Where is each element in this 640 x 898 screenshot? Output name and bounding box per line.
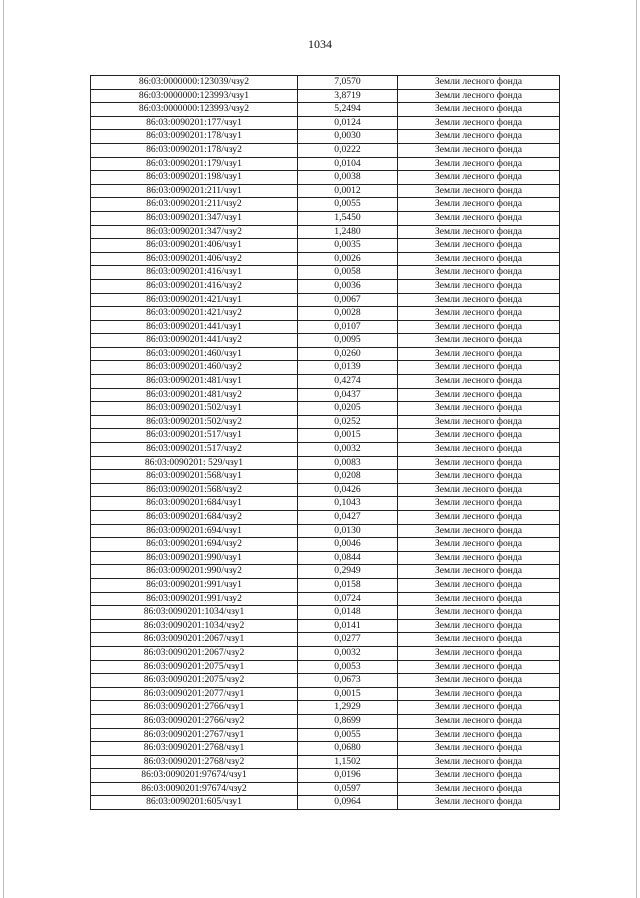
land-category-cell: Земли лесного фонда <box>398 266 560 280</box>
area-cell: 0,8699 <box>298 714 398 728</box>
area-cell: 0,0038 <box>298 171 398 185</box>
table-row <box>91 606 560 620</box>
land-category-cell: Земли лесного фонда <box>398 347 560 361</box>
table-row <box>91 171 560 185</box>
land-category-cell: Земли лесного фонда <box>398 76 560 90</box>
cadastral-number-cell: 86:03:0090201:178/чзу2 <box>91 143 298 157</box>
area-cell: 0,0107 <box>298 320 398 334</box>
area-cell: 0,0046 <box>298 538 398 552</box>
land-category-cell: Земли лесного фонда <box>398 511 560 525</box>
cadastral-number-cell: 86:03:0090201:2067/чзу2 <box>91 646 298 660</box>
table-row <box>91 279 560 293</box>
land-category-cell: Земли лесного фонда <box>398 361 560 375</box>
cadastral-number-cell: 86:03:0090201:179/чзу1 <box>91 157 298 171</box>
area-cell: 1,1502 <box>298 755 398 769</box>
cadastral-number-cell: 86:03:0090201:990/чзу1 <box>91 551 298 565</box>
area-cell: 0,0058 <box>298 266 398 280</box>
cadastral-number-cell: 86:03:0090201:347/чзу1 <box>91 211 298 225</box>
area-cell: 0,1043 <box>298 497 398 511</box>
cadastral-number-cell: 86:03:0090201:2075/чзу1 <box>91 660 298 674</box>
land-category-cell: Земли лесного фонда <box>398 103 560 117</box>
table-row <box>91 429 560 443</box>
area-cell: 0,0035 <box>298 239 398 253</box>
land-category-cell: Земли лесного фонда <box>398 619 560 633</box>
area-cell: 0,0026 <box>298 252 398 266</box>
land-category-cell: Земли лесного фонда <box>398 279 560 293</box>
cadastral-number-cell: 86:03:0090201:347/чзу2 <box>91 225 298 239</box>
table-row <box>91 714 560 728</box>
land-category-cell: Земли лесного фонда <box>398 538 560 552</box>
area-cell: 0,0095 <box>298 334 398 348</box>
land-category-cell: Земли лесного фонда <box>398 116 560 130</box>
table-row <box>91 347 560 361</box>
area-cell: 0,0053 <box>298 660 398 674</box>
table-row <box>91 103 560 117</box>
land-category-cell: Земли лесного фонда <box>398 524 560 538</box>
area-cell: 0,0141 <box>298 619 398 633</box>
cadastral-number-cell: 86:03:0090201:406/чзу1 <box>91 239 298 253</box>
cadastral-number-cell: 86:03:0090201:441/чзу2 <box>91 334 298 348</box>
land-category-cell: Земли лесного фонда <box>398 742 560 756</box>
area-cell: 0,0724 <box>298 592 398 606</box>
cadastral-number-cell: 86:03:0090201:211/чзу2 <box>91 198 298 212</box>
table-row <box>91 76 560 90</box>
land-category-cell: Земли лесного фонда <box>398 714 560 728</box>
area-cell: 1,5450 <box>298 211 398 225</box>
area-cell: 0,0208 <box>298 470 398 484</box>
cadastral-number-cell: 86:03:0090201:97674/чзу1 <box>91 769 298 783</box>
cadastral-number-cell: 86:03:0090201:568/чзу2 <box>91 483 298 497</box>
land-category-cell: Земли лесного фонда <box>398 415 560 429</box>
table-row <box>91 375 560 389</box>
table-row <box>91 483 560 497</box>
area-cell: 0,0680 <box>298 742 398 756</box>
land-category-cell: Земли лесного фонда <box>398 782 560 796</box>
cadastral-number-cell: 86:03:0090201:481/чзу1 <box>91 375 298 389</box>
area-cell: 1,2480 <box>298 225 398 239</box>
area-cell: 0,0964 <box>298 796 398 810</box>
land-category-cell: Земли лесного фонда <box>398 592 560 606</box>
table-row <box>91 198 560 212</box>
cadastral-number-cell: 86:03:0090201:421/чзу2 <box>91 307 298 321</box>
area-cell: 0,0124 <box>298 116 398 130</box>
table-row <box>91 769 560 783</box>
land-category-cell: Земли лесного фонда <box>398 375 560 389</box>
cadastral-number-cell: 86:03:0000000:123993/чзу1 <box>91 89 298 103</box>
cadastral-number-cell: 86:03:0090201:2767/чзу1 <box>91 728 298 742</box>
table-row <box>91 239 560 253</box>
table-row <box>91 687 560 701</box>
land-category-cell: Земли лесного фонда <box>398 769 560 783</box>
table-row <box>91 796 560 810</box>
land-category-cell: Земли лесного фонда <box>398 565 560 579</box>
area-cell: 0,0148 <box>298 606 398 620</box>
cadastral-number-cell: 86:03:0090201:991/чзу2 <box>91 592 298 606</box>
land-category-cell: Земли лесного фонда <box>398 307 560 321</box>
table-row <box>91 130 560 144</box>
cadastral-number-cell: 86:03:0090201:421/чзу1 <box>91 293 298 307</box>
table-row <box>91 334 560 348</box>
cadastral-number-cell: 86:03:0090201:97674/чзу2 <box>91 782 298 796</box>
table-row <box>91 538 560 552</box>
table-row <box>91 320 560 334</box>
cadastral-number-cell: 86:03:0090201:2768/чзу1 <box>91 742 298 756</box>
table-row <box>91 307 560 321</box>
land-category-cell: Земли лесного фонда <box>398 198 560 212</box>
table-row <box>91 184 560 198</box>
table-row <box>91 511 560 525</box>
cadastral-number-cell: 86:03:0090201:694/чзу1 <box>91 524 298 538</box>
land-category-cell: Земли лесного фонда <box>398 456 560 470</box>
area-cell: 3,8719 <box>298 89 398 103</box>
area-cell: 0,0028 <box>298 307 398 321</box>
cadastral-number-cell: 86:03:0090201:460/чзу1 <box>91 347 298 361</box>
cadastral-number-cell: 86:03:0090201:2766/чзу2 <box>91 714 298 728</box>
land-category-cell: Земли лесного фонда <box>398 320 560 334</box>
land-category-cell: Земли лесного фонда <box>398 633 560 647</box>
table-row <box>91 619 560 633</box>
land-category-cell: Земли лесного фонда <box>398 470 560 484</box>
table-row <box>91 157 560 171</box>
area-cell: 7,0570 <box>298 76 398 90</box>
land-category-cell: Земли лесного фонда <box>398 551 560 565</box>
land-category-cell: Земли лесного фонда <box>398 89 560 103</box>
cadastral-number-cell: 86:03:0090201:517/чзу2 <box>91 443 298 457</box>
land-category-cell: Земли лесного фонда <box>398 184 560 198</box>
cadastral-number-cell: 86:03:0090201:991/чзу1 <box>91 578 298 592</box>
cadastral-number-cell: 86:03:0090201:684/чзу1 <box>91 497 298 511</box>
cadastral-number-cell: 86:03:0090201:990/чзу2 <box>91 565 298 579</box>
land-category-cell: Земли лесного фонда <box>398 796 560 810</box>
cadastral-number-cell: 86:03:0090201:416/чзу2 <box>91 279 298 293</box>
area-cell: 0,0260 <box>298 347 398 361</box>
area-cell: 0,0844 <box>298 551 398 565</box>
land-category-cell: Земли лесного фонда <box>398 130 560 144</box>
table-row <box>91 116 560 130</box>
cadastral-number-cell: 86:03:0090201:2075/чзу2 <box>91 674 298 688</box>
land-category-cell: Земли лесного фонда <box>398 646 560 660</box>
cadastral-number-cell: 86:03:0090201:517/чзу1 <box>91 429 298 443</box>
table-row <box>91 497 560 511</box>
cadastral-number-cell: 86:03:0090201:2766/чзу1 <box>91 701 298 715</box>
table-row <box>91 551 560 565</box>
area-cell: 0,0277 <box>298 633 398 647</box>
area-cell: 0,0030 <box>298 130 398 144</box>
land-category-cell: Земли лесного фонда <box>398 402 560 416</box>
land-category-cell: Земли лесного фонда <box>398 660 560 674</box>
table-row <box>91 674 560 688</box>
land-category-cell: Земли лесного фонда <box>398 483 560 497</box>
area-cell: 0,0139 <box>298 361 398 375</box>
cadastral-number-cell: 86:03:0090201:2077/чзу1 <box>91 687 298 701</box>
cadastral-number-cell: 86:03:0090201:605/чзу1 <box>91 796 298 810</box>
cadastral-number-cell: 86:03:0000000:123993/чзу2 <box>91 103 298 117</box>
area-cell: 0,0032 <box>298 443 398 457</box>
area-cell: 0,0252 <box>298 415 398 429</box>
land-category-cell: Земли лесного фонда <box>398 239 560 253</box>
table-row <box>91 456 560 470</box>
area-cell: 0,0067 <box>298 293 398 307</box>
area-cell: 0,0130 <box>298 524 398 538</box>
table-row <box>91 742 560 756</box>
area-cell: 0,4274 <box>298 375 398 389</box>
land-category-cell: Земли лесного фонда <box>398 443 560 457</box>
area-cell: 0,0036 <box>298 279 398 293</box>
cadastral-number-cell: 86:03:0090201:502/чзу2 <box>91 415 298 429</box>
table-row <box>91 701 560 715</box>
table-row <box>91 293 560 307</box>
cadastral-number-cell: 86:03:0090201:211/чзу1 <box>91 184 298 198</box>
table-row <box>91 388 560 402</box>
table-row <box>91 660 560 674</box>
table-row <box>91 592 560 606</box>
land-category-cell: Земли лесного фонда <box>398 606 560 620</box>
cadastral-number-cell: 86:03:0090201:177/чзу1 <box>91 116 298 130</box>
cadastral-number-cell: 86:03:0090201:416/чзу1 <box>91 266 298 280</box>
table-row <box>91 755 560 769</box>
land-category-cell: Земли лесного фонда <box>398 143 560 157</box>
table-row <box>91 266 560 280</box>
cadastral-number-cell: 86:03:0000000:123039/чзу2 <box>91 76 298 90</box>
land-category-cell: Земли лесного фонда <box>398 171 560 185</box>
land-category-cell: Земли лесного фонда <box>398 252 560 266</box>
land-category-cell: Земли лесного фонда <box>398 429 560 443</box>
table-row <box>91 225 560 239</box>
area-cell: 0,0055 <box>298 198 398 212</box>
area-cell: 0,0437 <box>298 388 398 402</box>
land-category-cell: Земли лесного фонда <box>398 225 560 239</box>
cadastral-number-cell: 86:03:0090201:502/чзу1 <box>91 402 298 416</box>
land-category-cell: Земли лесного фонда <box>398 728 560 742</box>
table-row <box>91 782 560 796</box>
page-number: 1034 <box>308 37 332 51</box>
land-category-cell: Земли лесного фонда <box>398 674 560 688</box>
area-cell: 0,0205 <box>298 402 398 416</box>
cadastral-number-cell: 86:03:0090201:441/чзу1 <box>91 320 298 334</box>
table-row <box>91 470 560 484</box>
table-row <box>91 89 560 103</box>
cadastral-number-cell: 86:03:0090201:2067/чзу1 <box>91 633 298 647</box>
land-category-cell: Земли лесного фонда <box>398 578 560 592</box>
table-row <box>91 565 560 579</box>
table-body <box>91 76 560 810</box>
table-row <box>91 415 560 429</box>
table-row <box>91 402 560 416</box>
land-category-cell: Земли лесного фонда <box>398 687 560 701</box>
area-cell: 0,0083 <box>298 456 398 470</box>
area-cell: 0,2949 <box>298 565 398 579</box>
area-cell: 0,0015 <box>298 429 398 443</box>
cadastral-number-cell: 86:03:0090201:568/чзу1 <box>91 470 298 484</box>
area-cell: 0,0673 <box>298 674 398 688</box>
area-cell: 0,0222 <box>298 143 398 157</box>
cadastral-number-cell: 86:03:0090201:694/чзу2 <box>91 538 298 552</box>
land-category-cell: Земли лесного фонда <box>398 211 560 225</box>
cadastral-number-cell: 86:03:0090201:481/чзу2 <box>91 388 298 402</box>
cadastral-number-cell: 86:03:0090201:178/чзу1 <box>91 130 298 144</box>
land-category-cell: Земли лесного фонда <box>398 701 560 715</box>
table-row <box>91 252 560 266</box>
table-row <box>91 633 560 647</box>
cadastral-number-cell: 86:03:0090201:1034/чзу1 <box>91 606 298 620</box>
land-category-cell: Земли лесного фонда <box>398 497 560 511</box>
land-category-cell: Земли лесного фонда <box>398 157 560 171</box>
area-cell: 0,0012 <box>298 184 398 198</box>
area-cell: 0,0196 <box>298 769 398 783</box>
cadastral-number-cell: 86:03:0090201:2768/чзу2 <box>91 755 298 769</box>
left-scan-edge <box>3 0 4 898</box>
area-cell: 0,0426 <box>298 483 398 497</box>
land-category-cell: Земли лесного фонда <box>398 755 560 769</box>
area-cell: 0,0104 <box>298 157 398 171</box>
table-row <box>91 728 560 742</box>
area-cell: 0,0597 <box>298 782 398 796</box>
cadastral-number-cell: 86:03:0090201:198/чзу1 <box>91 171 298 185</box>
cadastral-number-cell: 86:03:0090201: 529/чзу1 <box>91 456 298 470</box>
table-row <box>91 578 560 592</box>
area-cell: 0,0015 <box>298 687 398 701</box>
area-cell: 0,0032 <box>298 646 398 660</box>
cadastral-number-cell: 86:03:0090201:460/чзу2 <box>91 361 298 375</box>
land-plots-table <box>90 75 560 810</box>
cadastral-number-cell: 86:03:0090201:684/чзу2 <box>91 511 298 525</box>
area-cell: 0,0427 <box>298 511 398 525</box>
area-cell: 5,2494 <box>298 103 398 117</box>
land-category-cell: Земли лесного фонда <box>398 293 560 307</box>
table-row <box>91 524 560 538</box>
cadastral-number-cell: 86:03:0090201:1034/чзу2 <box>91 619 298 633</box>
table-row <box>91 211 560 225</box>
land-category-cell: Земли лесного фонда <box>398 388 560 402</box>
table-row <box>91 646 560 660</box>
table-row <box>91 143 560 157</box>
table-row <box>91 443 560 457</box>
land-category-cell: Земли лесного фонда <box>398 334 560 348</box>
area-cell: 0,0055 <box>298 728 398 742</box>
area-cell: 1,2929 <box>298 701 398 715</box>
right-scan-edge <box>636 0 637 898</box>
cadastral-number-cell: 86:03:0090201:406/чзу2 <box>91 252 298 266</box>
table-row <box>91 361 560 375</box>
area-cell: 0,0158 <box>298 578 398 592</box>
